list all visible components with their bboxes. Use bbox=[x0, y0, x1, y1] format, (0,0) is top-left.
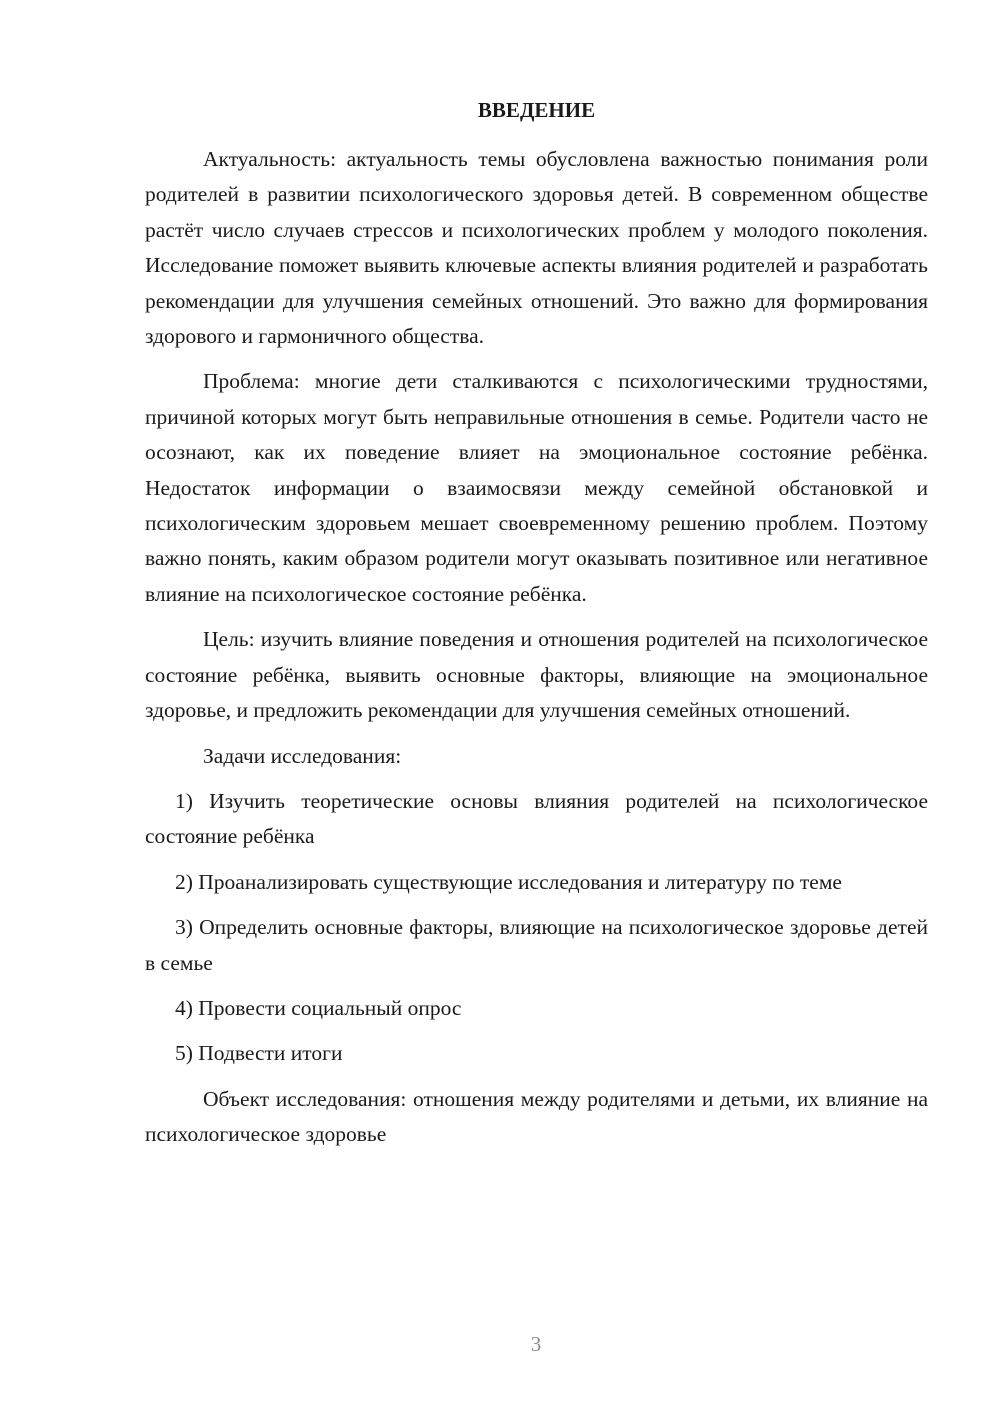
task-list bbox=[145, 784, 928, 1072]
paragraph-relevance: Актуальность: актуальность темы обусловлена важностью понимания роли родителей в развитии психологического здоровья детей. В современном обществе растёт число случаев стрессов и психологических проблем у молодого поколения. Исследование поможет выявить ключевые аспекты влияния родителей и разработать рекомендации для улучшения семейных отношений. Это важно для формирования здорового и гармоничного общества. bbox=[145, 147, 928, 349]
task-item: 3) Определить основные факторы, влияющие на психологическое здоровье детей в семье bbox=[145, 915, 928, 975]
task-item: 4) Провести социальный опрос bbox=[175, 995, 462, 1020]
task-item: 5) Подвести итоги bbox=[175, 1041, 343, 1066]
document-page bbox=[145, 92, 928, 1163]
page-number: 3 bbox=[530, 1332, 542, 1356]
tasks-heading: Задачи исследования: bbox=[203, 743, 402, 768]
page-title: ВВЕДЕНИЕ bbox=[477, 98, 596, 122]
paragraph-problem: Проблема: многие дети сталкиваются с психологическими трудностями, причиной которых могут быть неправильные отношения в семье. Родители часто не осознают, как их поведение влияет на эмоциональное состояние ребёнка. Недостаток информации о взаимосвязи между семейной обстановкой и психологическим здоровьем мешает своевременному решению проблем. Поэтому важно понять, каким образом родители могут оказывать позитивное или негативное влияние на психологическое состояние ребёнка. bbox=[145, 369, 928, 606]
task-item: 2) Проанализировать существующие исследования и литературу по теме bbox=[175, 869, 842, 894]
paragraph-goal: Цель: изучить влияние поведения и отношения родителей на психологическое состояние ребёнка, выявить основные факторы, влияющие на эмоциональное здоровье, и предложить рекомендации для улучшения семейных отношений. bbox=[145, 627, 928, 723]
paragraph-object: Объект исследования: отношения между родителями и детьми, их влияние на психологическое здоровье bbox=[145, 1086, 928, 1147]
task-item: 1) Изучить теоретические основы влияния родителей на психологическое состояние ребёнка bbox=[145, 788, 928, 849]
